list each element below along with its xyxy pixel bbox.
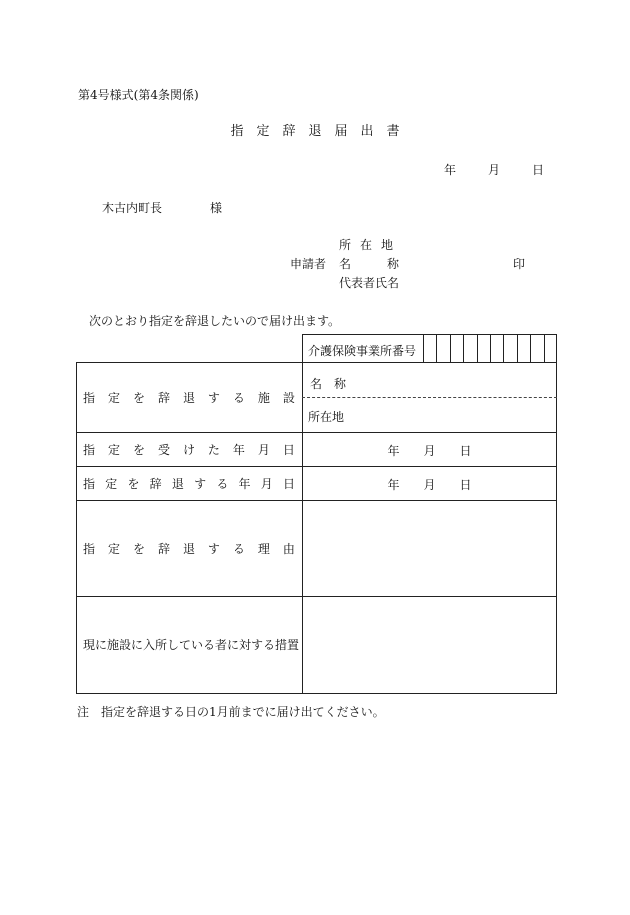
applicant-label: 申請者 bbox=[290, 257, 327, 271]
date-month: 月 bbox=[423, 478, 436, 492]
label-char: 辞 bbox=[157, 541, 170, 556]
label-char: 指 bbox=[83, 541, 96, 556]
label-char: 退 bbox=[182, 541, 195, 556]
note-text: 注 指定を辞退する日の1月前までに届け出てください。 bbox=[77, 705, 385, 719]
label-char: 受 bbox=[157, 442, 170, 457]
digit-box[interactable] bbox=[477, 334, 490, 362]
addressee-name: 木古内町長 bbox=[102, 201, 163, 215]
label-char: 月 bbox=[257, 442, 270, 457]
office-number-boxes bbox=[423, 334, 557, 362]
designated-date-label-text bbox=[83, 441, 295, 458]
label-char: る bbox=[232, 541, 245, 556]
label-char: け bbox=[182, 442, 195, 457]
date-month: 月 bbox=[423, 444, 436, 458]
label-char: 定 bbox=[107, 442, 120, 457]
digit-box[interactable] bbox=[490, 334, 503, 362]
document-title: 指定辞退届出書 bbox=[230, 124, 413, 139]
digit-box[interactable] bbox=[530, 334, 543, 362]
label-char: 退 bbox=[171, 476, 184, 491]
label-char: を bbox=[127, 476, 140, 491]
facility-name-label: 名称 bbox=[310, 377, 359, 391]
label-char: を bbox=[132, 442, 145, 457]
designated-date-label bbox=[76, 432, 302, 466]
submission-date bbox=[444, 161, 544, 178]
label-char: た bbox=[207, 442, 220, 457]
reason-field[interactable] bbox=[303, 501, 556, 596]
label-char: 辞 bbox=[157, 390, 170, 405]
digit-box[interactable] bbox=[463, 334, 476, 362]
label-char: 日 bbox=[282, 476, 295, 491]
table-line bbox=[76, 693, 557, 694]
label-char: す bbox=[207, 541, 220, 556]
label-char: 指 bbox=[83, 476, 96, 491]
digit-box[interactable] bbox=[436, 334, 449, 362]
label-char: 施 bbox=[257, 390, 270, 405]
measures-label bbox=[76, 596, 302, 693]
addressee bbox=[102, 199, 222, 216]
label-char: 指 bbox=[83, 390, 96, 405]
date-year: 年 bbox=[444, 163, 457, 177]
digit-box[interactable] bbox=[423, 334, 436, 362]
date-year: 年 bbox=[387, 444, 400, 458]
label-char: 指 bbox=[83, 442, 96, 457]
label-char: 退 bbox=[182, 390, 195, 405]
digit-box[interactable] bbox=[544, 334, 557, 362]
office-number-label: 介護保険事業所番号 bbox=[308, 344, 417, 358]
measures-label-text: 現に施設に入所している者に対する措置 bbox=[83, 638, 300, 652]
label-char: 年 bbox=[238, 476, 251, 491]
date-day: 日 bbox=[459, 478, 472, 492]
digit-box[interactable] bbox=[450, 334, 463, 362]
label-char: 定 bbox=[105, 476, 118, 491]
reason-label bbox=[76, 500, 302, 596]
label-char: 年 bbox=[232, 442, 245, 457]
date-year: 年 bbox=[387, 478, 400, 492]
intro-text: 次のとおり指定を辞退したいので届け出ます。 bbox=[89, 314, 341, 328]
date-month: 月 bbox=[488, 163, 501, 177]
withdrawal-form-table bbox=[76, 334, 557, 694]
table-line bbox=[556, 334, 557, 694]
label-char: 日 bbox=[282, 442, 295, 457]
label-char: 月 bbox=[260, 476, 273, 491]
digit-box[interactable] bbox=[517, 334, 530, 362]
applicant-name-label: 名 称 bbox=[339, 257, 400, 271]
designated-date-value[interactable] bbox=[302, 442, 557, 459]
label-char: を bbox=[132, 390, 145, 405]
facility-label bbox=[76, 362, 302, 432]
label-char: 定 bbox=[107, 390, 120, 405]
label-char: 定 bbox=[107, 541, 120, 556]
facility-label-text bbox=[83, 389, 295, 406]
withdraw-date-label-text bbox=[83, 475, 295, 492]
label-char: 理 bbox=[257, 541, 270, 556]
withdraw-date-value[interactable] bbox=[302, 476, 557, 493]
label-char: 辞 bbox=[149, 476, 162, 491]
digit-box[interactable] bbox=[503, 334, 516, 362]
withdraw-date-label bbox=[76, 466, 302, 500]
representative-label: 代表者氏名 bbox=[339, 276, 400, 290]
label-char: す bbox=[194, 476, 207, 491]
dashed-divider bbox=[302, 397, 557, 398]
label-char: る bbox=[232, 390, 245, 405]
seal-label: 印 bbox=[513, 257, 526, 271]
label-char: 由 bbox=[282, 541, 295, 556]
reason-label-text bbox=[83, 540, 295, 557]
applicant-address-label: 所在地 bbox=[339, 238, 403, 252]
label-char: 設 bbox=[282, 390, 295, 405]
date-day: 日 bbox=[532, 163, 545, 177]
measures-field[interactable] bbox=[303, 597, 556, 693]
label-char: る bbox=[216, 476, 229, 491]
facility-address-label: 所在地 bbox=[308, 410, 345, 424]
date-day: 日 bbox=[459, 444, 472, 458]
form-number: 第4号様式(第4条関係) bbox=[78, 88, 199, 102]
addressee-suffix: 様 bbox=[210, 201, 223, 215]
label-char: を bbox=[132, 541, 145, 556]
label-char: す bbox=[207, 390, 220, 405]
